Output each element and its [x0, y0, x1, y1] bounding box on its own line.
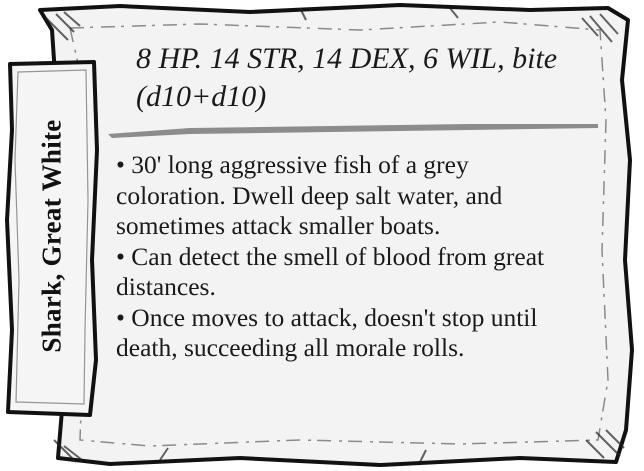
creature-description: [116, 150, 556, 364]
description-bullet: • Once moves to attack, doesn't stop until death, succeeding all morale rolls.: [116, 302, 538, 362]
creature-stats: 8 HP. 14 STR, 14 DEX, 6 WIL, bite (d10+d10): [136, 42, 558, 113]
creature-name: Shark, Great White: [36, 119, 67, 353]
description-bullet: • 30' long aggressive fish of a grey coloration. Dwell deep salt water, and sometimes attack smaller boats.: [116, 150, 503, 240]
description-bullet: • Can detect the smell of blood from great distances.: [116, 241, 545, 301]
